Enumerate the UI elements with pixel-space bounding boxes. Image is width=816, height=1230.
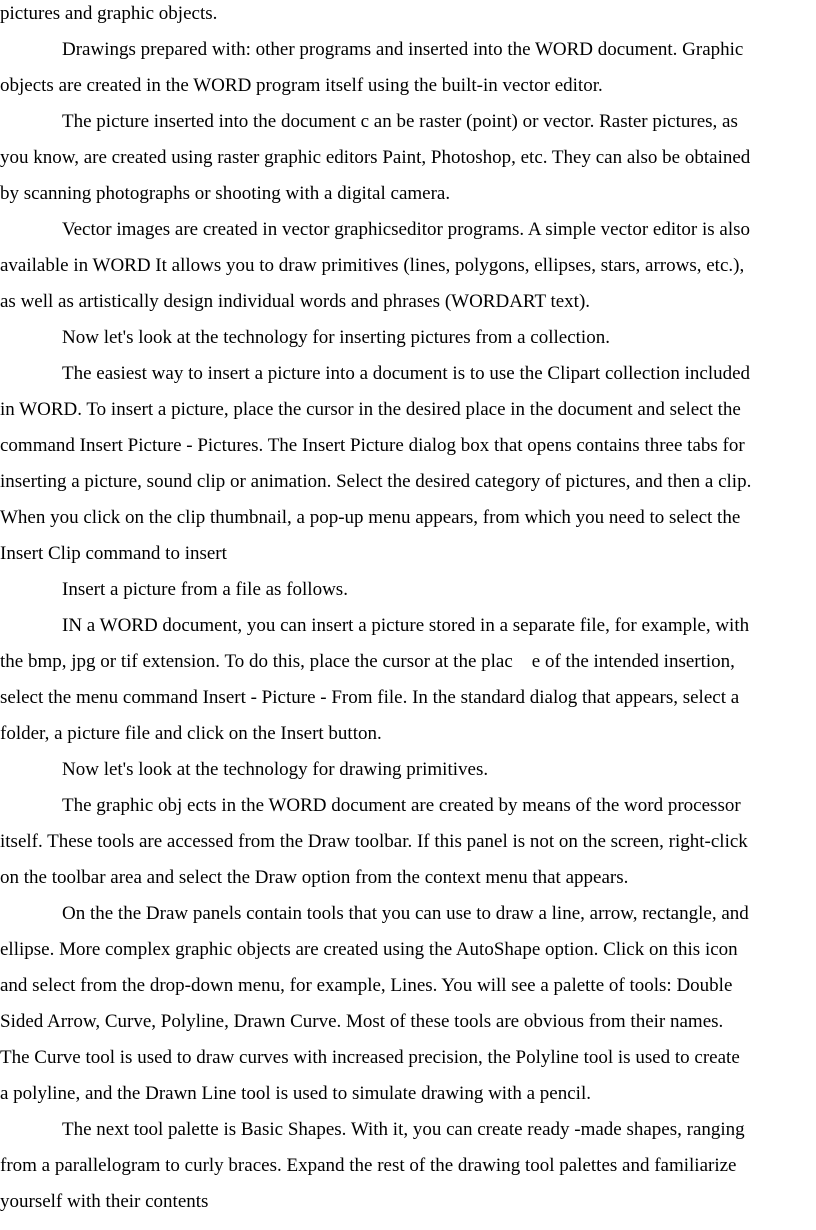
text-line: itself. These tools are accessed from the Draw toolbar. If this panel is not on the screen, right-click bbox=[0, 831, 748, 852]
text-line: objects are created in the WORD program itself using the built-in vector editor. bbox=[0, 75, 603, 96]
text-line: On the the Draw panels contain tools that you can use to draw a line, arrow, rectangle, and bbox=[62, 903, 749, 924]
text-line: Drawings prepared with: other programs and inserted into the WORD document. Graphic bbox=[62, 39, 744, 60]
text-line: from a parallelogram to curly braces. Expand the rest of the drawing tool palettes and familiarize bbox=[0, 1155, 737, 1176]
text-line: Vector images are created in vector graphicseditor programs. A simple vector editor is also bbox=[62, 219, 750, 240]
text-line: on the toolbar area and select the Draw option from the context menu that appears. bbox=[0, 867, 629, 888]
text-line: and select from the drop-down menu, for example, Lines. You will see a palette of tools: Double bbox=[0, 975, 733, 996]
text-line: The picture inserted into the document c an be raster (point) or vector. Raster pictures, as bbox=[62, 111, 738, 132]
text-line: pictures and graphic objects. bbox=[0, 3, 218, 24]
text-line: you know, are created using raster graphic editors Paint, Photoshop, etc. They can also be obtained bbox=[0, 147, 751, 168]
text-line: a polyline, and the Drawn Line tool is used to simulate drawing with a pencil. bbox=[0, 1083, 591, 1104]
text-line: The Curve tool is used to draw curves with increased precision, the Polyline tool is used to create bbox=[0, 1047, 740, 1068]
text-line: Now let's look at the technology for drawing primitives. bbox=[62, 759, 489, 780]
text-line: The next tool palette is Basic Shapes. With it, you can create ready -made shapes, ranging bbox=[62, 1119, 745, 1140]
text-line: The easiest way to insert a picture into a document is to use the Clipart collection included bbox=[62, 363, 751, 384]
text-line: by scanning photographs or shooting with a digital camera. bbox=[0, 183, 451, 204]
text-line: Insert a picture from a file as follows. bbox=[62, 579, 348, 600]
text-line: IN a WORD document, you can insert a picture stored in a separate file, for example, with bbox=[62, 615, 750, 636]
text-line: command Insert Picture - Pictures. The Insert Picture dialog box that opens contains three tabs for bbox=[0, 435, 745, 456]
text-line: available in WORD It allows you to draw primitives (lines, polygons, ellipses, stars, arrows, etc.), bbox=[0, 255, 745, 276]
text-line: select the menu command Insert - Picture - From file. In the standard dialog that appears, select a bbox=[0, 687, 740, 708]
text-line: in WORD. To insert a picture, place the cursor in the desired place in the document and select the bbox=[0, 399, 741, 420]
text-line: ellipse. More complex graphic objects are created using the AutoShape option. Click on this icon bbox=[0, 939, 738, 960]
text-line: folder, a picture file and click on the Insert button. bbox=[0, 723, 382, 744]
text-line: as well as artistically design individual words and phrases (WORDART text). bbox=[0, 291, 591, 312]
text-line: The graphic obj ects in the WORD document are created by means of the word processor bbox=[62, 795, 741, 816]
text-line: When you click on the clip thumbnail, a pop-up menu appears, from which you need to select the bbox=[0, 507, 741, 528]
text-line: the bmp, jpg or tif extension. To do this, place the cursor at the plac e of the intended insertion, bbox=[0, 651, 735, 672]
text-line: Sided Arrow, Curve, Polyline, Drawn Curve. Most of these tools are obvious from their names. bbox=[0, 1011, 724, 1032]
text-line: Now let's look at the technology for inserting pictures from a collection. bbox=[62, 327, 610, 348]
text-line: yourself with their contents bbox=[0, 1191, 209, 1212]
text-line: Insert Clip command to insert bbox=[0, 543, 227, 564]
text-line: inserting a picture, sound clip or animation. Select the desired category of pictures, and then a clip. bbox=[0, 471, 752, 492]
